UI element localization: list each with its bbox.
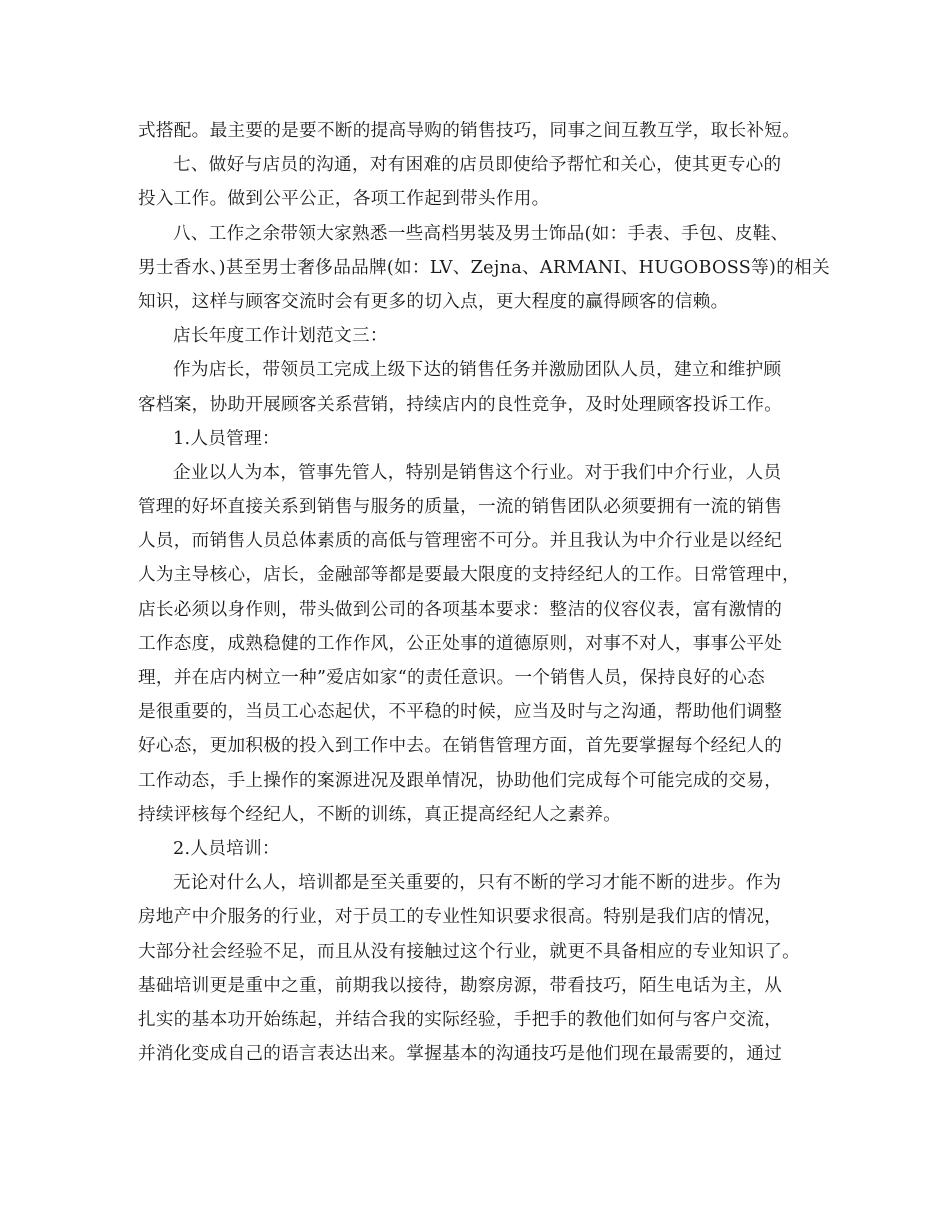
text-line: 八、工作之余带领大家熟悉一些高档男装及男士饰品(如：手表、手包、皮鞋、	[173, 223, 789, 244]
text-line: 作为店长，带领员工完成上级下达的销售任务并激励团队人员，建立和维护顾	[173, 360, 782, 381]
text-line: 式搭配。最主要的是要不断的提高导购的销售技巧，同事之间互教互学，取长补短。	[138, 121, 801, 141]
document-body	[0, 114, 950, 1071]
text-line: 房地产中介服务的行业，对于员工的专业性知识要求很高。特别是我们店的情况，	[138, 907, 783, 928]
text-line: 店长必须以身作则，带头做到公司的各项基本要求：整洁的仪容仪表，富有激情的	[138, 599, 783, 620]
text-line: 知识，这样与顾客交流时会有更多的切入点，更大程度的赢得顾客的信赖。	[138, 291, 729, 312]
text-line: 并消化变成自己的语言表达出来。掌握基本的沟通技巧是他们现在最需要的，通过	[138, 1044, 783, 1065]
text-line: 工作动态，手上操作的案源进况及跟单情况，协助他们完成每个可能完成的交易，	[138, 770, 783, 791]
text-line: 扎实的基本功开始练起，并结合我的实际经验，手把手的教他们如何与客户交流，	[138, 1009, 783, 1030]
text-line: 男士香水、)甚至男士奢侈品品牌(如：LV、Zejna、ARMANI、HUGOBOSS等)的相关	[138, 257, 830, 278]
text-line: 理，并在店内树立一种”爱店如家“的责任意识。一个销售人员，保持良好的心态	[138, 668, 765, 688]
text-line: 企业以人为本，管事先管人，特别是销售这个行业。对于我们中介行业，人员	[173, 462, 782, 483]
text-line: 人员，而销售人员总体素质的高低与管理密不可分。并且我认为中介行业是以经纪	[138, 531, 783, 552]
text-line: 七、做好与店员的沟通，对有困难的店员即使给予帮忙和关心，使其更专心的	[173, 155, 782, 176]
text-line: 客档案，协助开展顾客关系营销，持续店内的良性竞争，及时处理顾客投诉工作。	[138, 394, 783, 415]
text-line: 人为主导核心，店长，金融部等都是要最大限度的支持经纪人的工作。日常管理中，	[138, 565, 801, 586]
text-line: 基础培训更是重中之重，前期我以接待，勘察房源，带看技巧，陌生电话为主，从	[138, 975, 783, 996]
text-line: 大部分社会经验不足，而且从没有接触过这个行业，就更不具备相应的专业知识了。	[138, 941, 801, 962]
text-line: 投入工作。做到公平公正，各项工作起到带头作用。	[138, 189, 550, 210]
text-line: 管理的好坏直接关系到销售与服务的质量，一流的销售团队必须要拥有一流的销售	[138, 497, 783, 518]
section-heading: 店长年度工作计划范文三：	[173, 326, 388, 347]
text-line: 持续评核每个经纪人，不断的训练，真正提高经纪人之素养。	[138, 804, 622, 825]
text-line: 工作态度，成熟稳健的工作作风，公正处事的道德原则，对事不对人，事事公平处	[138, 633, 783, 654]
subsection-heading: 1.人员管理：	[173, 428, 280, 449]
text-line: 是很重要的，当员工心态起伏，不平稳的时候，应当及时与之沟通，帮助他们调整	[138, 702, 783, 723]
text-line: 无论对什么人，培训都是至关重要的，只有不断的学习才能不断的进步。作为	[173, 873, 782, 894]
text-line: 好心态，更加积极的投入到工作中去。在销售管理方面，首先要掌握每个经纪人的	[138, 736, 783, 757]
subsection-heading: 2.人员培训：	[173, 838, 280, 859]
